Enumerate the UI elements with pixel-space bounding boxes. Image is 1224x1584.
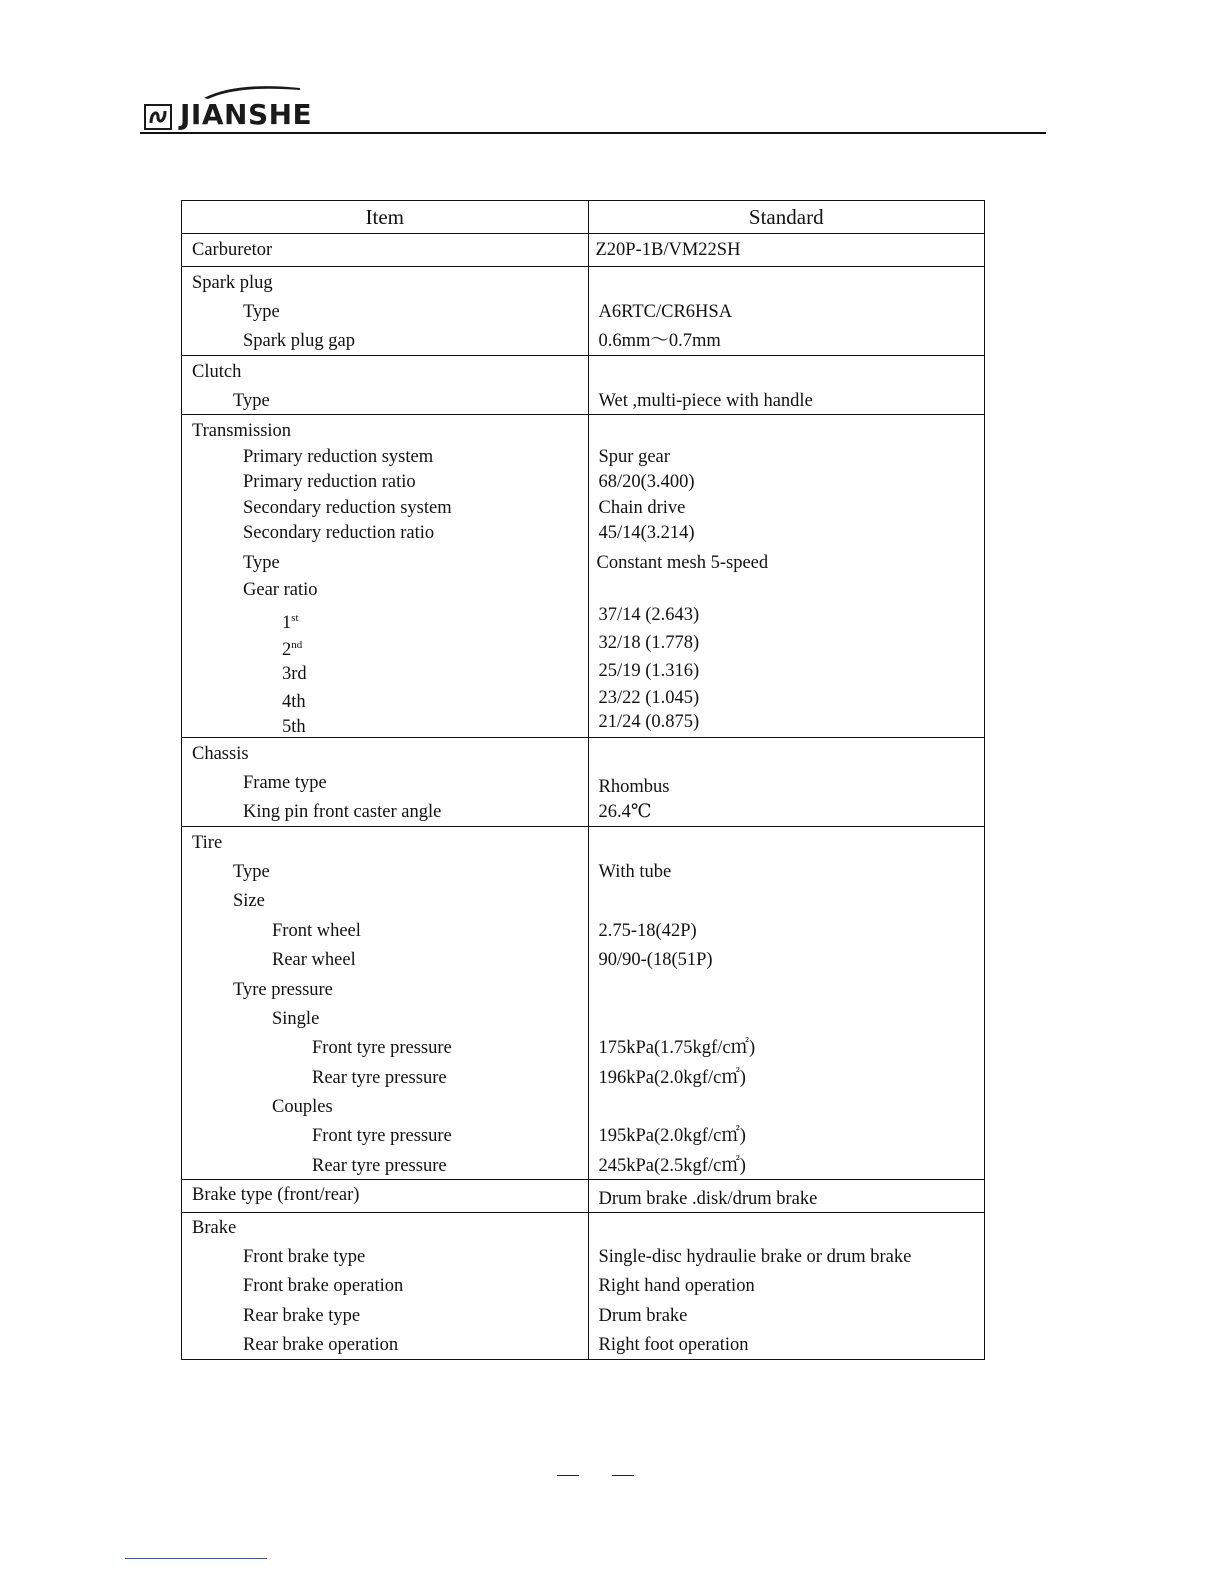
row-label: Type <box>243 302 280 322</box>
row-label: Front tyre pressure <box>312 1038 452 1058</box>
row-value: With tube <box>598 862 672 882</box>
row-label: Carburetor <box>192 240 273 260</box>
gear-5-label: 5th <box>282 717 306 737</box>
gear-4-value: 23/22 (1.045) <box>598 688 700 708</box>
section-label: Chassis <box>192 744 249 764</box>
section-label: Tire <box>192 833 223 853</box>
row-value: Drum brake .disk/drum brake <box>598 1189 818 1209</box>
gear-2-label: 2nd <box>282 639 303 661</box>
row-label: Front tyre pressure <box>312 1126 452 1146</box>
row-label: Primary reduction system <box>243 447 434 467</box>
row-label: Type <box>243 553 280 573</box>
section-label: Clutch <box>192 362 242 382</box>
row-label: Front brake type <box>243 1247 366 1267</box>
header-divider <box>140 132 1046 134</box>
column-header-item: Item <box>182 201 589 234</box>
gear-3-label: 3rd <box>282 664 307 684</box>
brand-name: JIANSHE <box>180 98 313 131</box>
table-row-clutch <box>182 356 985 415</box>
page-number-dash-left <box>557 1475 579 1476</box>
gear-4-label: 4th <box>282 692 306 712</box>
row-value: Constant mesh 5-speed <box>596 553 769 573</box>
row-label: Front brake operation <box>243 1276 404 1296</box>
row-value: Wet ,multi-piece with handle <box>598 391 813 411</box>
row-label: Gear ratio <box>243 580 318 600</box>
row-label: Single <box>272 1009 320 1029</box>
specification-table <box>181 200 985 1360</box>
row-label: Front wheel <box>272 921 361 941</box>
row-label: Secondary reduction ratio <box>243 523 435 543</box>
section-label: Transmission <box>192 421 292 441</box>
row-value: Rhombus <box>598 777 670 797</box>
row-value: Spur gear <box>598 447 670 467</box>
section-label: Brake <box>192 1218 237 1238</box>
row-value: 195kPa(2.0kgf/c㎡) <box>598 1126 746 1146</box>
row-value: Right foot operation <box>598 1335 749 1355</box>
row-value: 2.75-18(42P) <box>598 921 697 941</box>
row-label: Rear wheel <box>272 950 356 970</box>
row-label: Rear brake operation <box>243 1335 399 1355</box>
column-header-standard: Standard <box>588 201 985 234</box>
jianshe-logo <box>144 84 359 132</box>
row-label: Frame type <box>243 773 327 793</box>
gear-1-value: 37/14 (2.643) <box>598 605 700 625</box>
row-value: 0.6mm～0.7mm <box>598 331 721 351</box>
row-value: Chain drive <box>598 498 686 518</box>
row-label: Rear tyre pressure <box>312 1156 447 1176</box>
table-row-brake <box>182 1213 985 1360</box>
row-label: Spark plug gap <box>243 331 356 351</box>
gear-3-value: 25/19 (1.316) <box>598 661 700 681</box>
row-label: Primary reduction ratio <box>243 472 416 492</box>
table-row-spark-plug <box>182 267 985 356</box>
row-value: 175kPa(1.75kgf/c㎡) <box>598 1038 756 1058</box>
gear-1-label: 1st <box>282 612 299 634</box>
gear-5-value: 21/24 (0.875) <box>598 712 700 732</box>
row-label: King pin front caster angle <box>243 802 442 822</box>
table-row-transmission <box>182 415 985 738</box>
gear-2-value: 32/18 (1.778) <box>598 633 700 653</box>
row-value: 90/90-(18(51P) <box>598 950 713 970</box>
row-value: Single-disc hydraulie brake or drum brake <box>598 1247 912 1267</box>
brand-emblem-icon <box>144 104 172 130</box>
row-value: Right hand operation <box>598 1276 755 1296</box>
row-value: 45/14(3.214) <box>598 523 695 543</box>
row-label: Size <box>233 891 265 911</box>
row-label: Secondary reduction system <box>243 498 452 518</box>
row-label: Brake type (front/rear) <box>192 1185 360 1205</box>
page-number-dash-right <box>612 1475 634 1476</box>
page-header <box>140 84 1046 134</box>
footer-rule <box>125 1558 267 1559</box>
row-label: Type <box>233 862 270 882</box>
row-value: 245kPa(2.5kgf/c㎡) <box>598 1156 746 1176</box>
row-label: Rear tyre pressure <box>312 1068 447 1088</box>
section-label: Spark plug <box>192 273 273 293</box>
table-row-brake-type <box>182 1180 985 1213</box>
row-value: Z20P-1B/VM22SH <box>595 240 741 260</box>
row-value: 68/20(3.400) <box>598 472 695 492</box>
row-label: Type <box>233 391 270 411</box>
table-row-chassis <box>182 738 985 827</box>
row-label: Couples <box>272 1097 333 1117</box>
table-header-row <box>182 201 985 234</box>
table-row-carburetor <box>182 234 985 267</box>
table-row-tire <box>182 827 985 1180</box>
row-value: A6RTC/CR6HSA <box>598 302 733 322</box>
row-value: 196kPa(2.0kgf/c㎡) <box>598 1068 746 1088</box>
row-label: Rear brake type <box>243 1306 361 1326</box>
row-label: Tyre pressure <box>233 980 333 1000</box>
row-value: Drum brake <box>598 1306 688 1326</box>
row-value: 26.4℃ <box>598 802 652 822</box>
